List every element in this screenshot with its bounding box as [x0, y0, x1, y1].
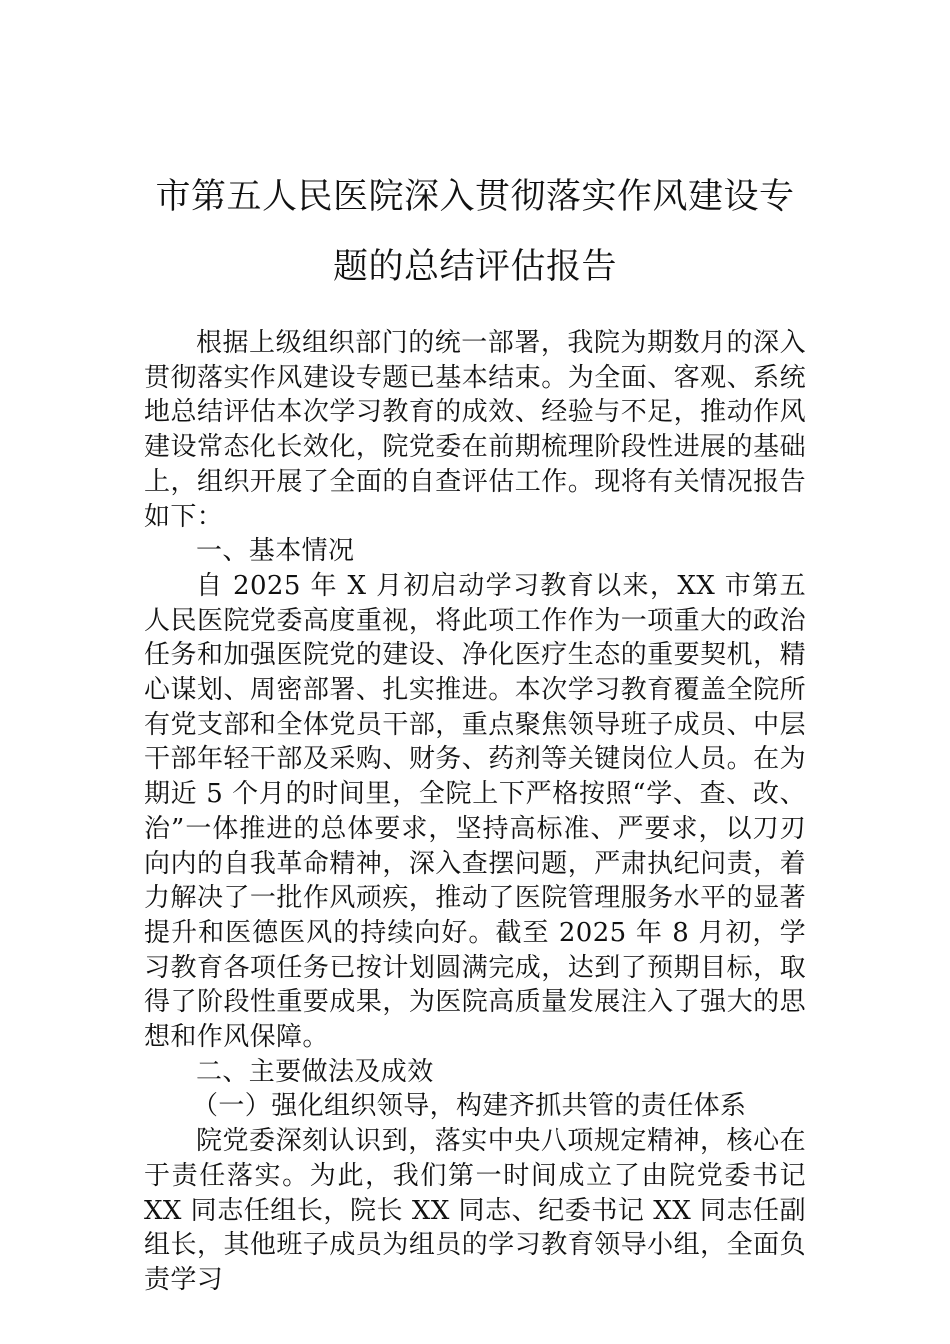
intro-paragraph: 根据上级组织部门的统一部署，我院为期数月的深入贯彻落实作风建设专题已基本结束。为全面、客观、系统地总结评估本次学习教育的成效、经验与不足，推动作风建设常态化长效化，院党委在前期梳理阶段性进展的基础上，组织开展了全面的自查评估工作。现将有关情况报告如下：	[144, 328, 806, 532]
title-line-1: 市第五人民医院深入贯彻落实作风建设专	[155, 177, 795, 217]
document-body	[144, 326, 806, 1298]
section-heading-basic-situation: 一、基本情况	[196, 536, 355, 567]
organization-paragraph: 院党委深刻认识到，落实中央八项规定精神，核心在于责任落实。为此，我们第一时间成立了由院党委书记 XX 同志任组长，院长 XX 同志、纪委书记 XX 同志任副组长，其他班子成员为组员的学习教育领导小组，全面负责学习	[144, 1126, 806, 1295]
subsection-heading-organization: （一）强化组织领导，构建齐抓共管的责任体系	[192, 1091, 747, 1122]
title-line-2: 题的总结评估报告	[332, 247, 617, 287]
section-heading-main-practices: 二、主要做法及成效	[196, 1056, 434, 1087]
document-title	[140, 162, 810, 302]
basic-situation-paragraph: 自 2025 年 X 月初启动学习教育以来，XX 市第五人民医院党委高度重视，将此项工作作为一项重大的政治任务和加强医院党的建设、净化医疗生态的重要契机，精心谋划、周密部署、扎实推进。本次学习教育覆盖全院所有党支部和全体党员干部，重点聚焦领导班子成员、中层干部年轻干部及采购、财务、药剂等关键岗位人员。在为期近 5 个月的时间里，全院上下严格按照“学、查、改、治”一体推进的总体要求，坚持高标准、严要求，以刀刃向内的自我革命精神，深入查摆问题，严肃执纪问责，着力解决了一批作风顽疾，推动了医院管理服务水平的显著提升和医德医风的持续向好。截至 2025 年 8 月初，学习教育各项任务已按计划圆满完成，达到了预期目标，取得了阶段性重要成果，为医院高质量发展注入了强大的思想和作风保障。	[144, 570, 806, 1053]
